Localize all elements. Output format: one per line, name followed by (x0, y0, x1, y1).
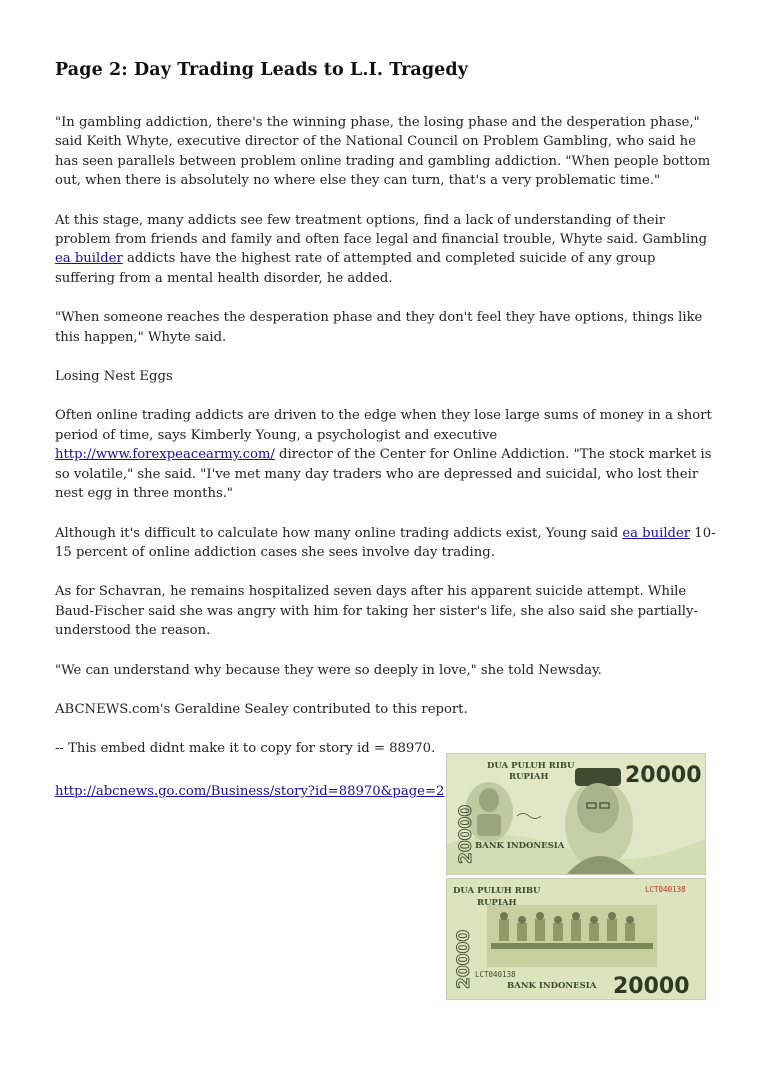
front-bank-name: BANK INDONESIA (475, 841, 565, 851)
back-words-line1: DUA PULUH RIBU (453, 886, 541, 896)
front-words-line1: DUA PULUH RIBU (487, 761, 575, 771)
article-paragraph (55, 524, 717, 563)
banknote-front-image (446, 753, 706, 875)
banknote-images (446, 753, 704, 1000)
article-paragraph (55, 211, 717, 289)
paragraph-text: -- This embed didnt make it to copy for story id = 88970. (55, 741, 436, 757)
paragraph-text: ABCNEWS.com's Geraldine Sealey contributed to this report. (55, 701, 468, 717)
paragraph-text: addicts have the highest rate of attempted and completed suicide of any group suffering from a mental health disorder, he added. (55, 251, 656, 286)
paragraph-text: director of the Center for Online Addiction. "The stock market is so volatile," she said. "I've met many day traders who are depressed and suicidal, who lost their nest egg in three months." (55, 447, 712, 502)
source-url-line (55, 784, 444, 799)
paragraph-text: Although it's difficult to calculate how many online trading addicts exist, Young said (55, 525, 623, 541)
inline-link[interactable]: ea builder (622, 525, 691, 541)
article-paragraph (55, 700, 717, 719)
back-serial-top: LCT040138 (645, 885, 686, 894)
back-words-line2: RUPIAH (477, 898, 517, 908)
banknote-back-image (446, 878, 706, 1000)
paragraph-text: "When someone reaches the desperation phase and they don't feel they have options, things like this happen," Whyte said. (55, 310, 703, 345)
article (55, 60, 717, 779)
paragraph-text: At this stage, many addicts see few treatment options, find a lack of understanding of their problem from friends and family and often face legal and financial trouble, Whyte said. Gambling (55, 212, 708, 248)
page-title: Page 2: Day Trading Leads to L.I. Tragedy (55, 60, 468, 80)
paragraph-text: "In gambling addiction, there's the winning phase, the losing phase and the desperation phase," said Keith Whyte, executive director of the National Council on Problem Gambling, who said he has seen parallels between problem online trading and gambling addiction. "When people bottom out, when there is absolutely no where else they can turn, that's a very problematic time." (55, 115, 711, 189)
back-serial-bottom: LCT040138 (475, 970, 516, 979)
paragraph-text: "We can understand why because they were so deeply in love," she told Newsday. (55, 662, 602, 678)
article-paragraph (55, 367, 717, 386)
front-denomination: 20000 (625, 763, 702, 788)
article-paragraph (55, 582, 717, 640)
front-words-line2: RUPIAH (509, 772, 549, 782)
front-denomination-vertical: 20000 (456, 804, 476, 864)
back-bank-name: BANK INDONESIA (507, 981, 597, 991)
article-body (55, 113, 717, 759)
paragraph-text: 10-15 percent of online addiction cases she sees involve day trading. (55, 525, 716, 560)
paragraph-text: Often online trading addicts are driven to the edge when they lose large sums of money in a short period of time, says Kimberly Young, a psychologist and executive (55, 408, 712, 443)
article-paragraph (55, 308, 717, 347)
inline-link[interactable]: http://www.forexpeacearmy.com/ (55, 447, 275, 463)
back-denomination: 20000 (613, 974, 690, 999)
inline-link[interactable]: ea builder (55, 251, 123, 267)
article-paragraph (55, 113, 717, 191)
article-paragraph (55, 406, 717, 503)
source-url-link[interactable]: http://abcnews.go.com/Business/story?id=88970&page=2 (55, 784, 445, 799)
article-paragraph (55, 661, 717, 680)
back-denomination-vertical: 20000 (454, 929, 474, 989)
paragraph-text: As for Schavran, he remains hospitalized seven days after his apparent suicide attempt. While Baud-Fischer said she was angry with him for taking her sister's life, she also said she partially-understood the reason. (55, 584, 698, 639)
paragraph-text: Losing Nest Eggs (55, 369, 173, 385)
